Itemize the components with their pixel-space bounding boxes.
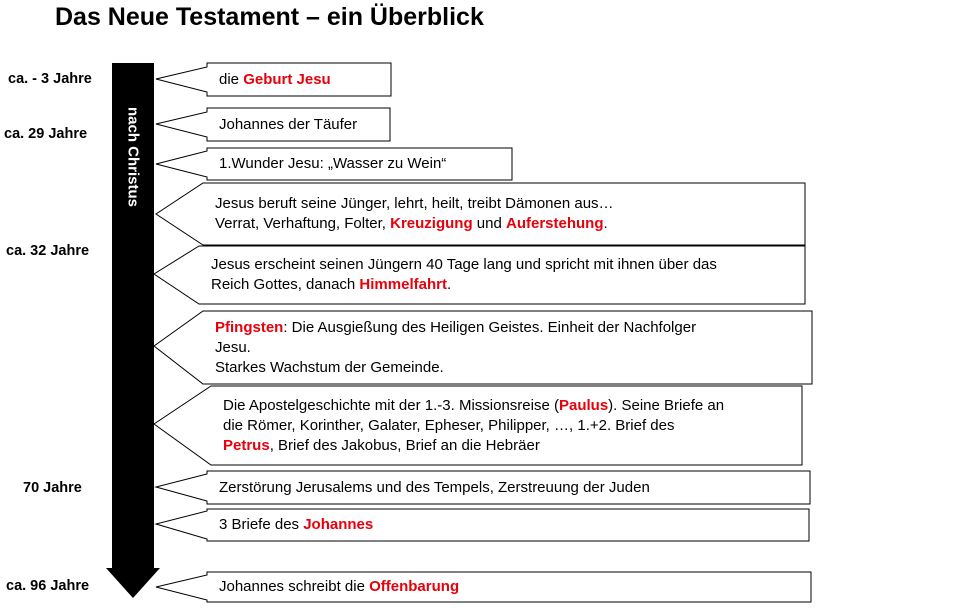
event-keyword: Petrus	[223, 437, 270, 454]
event-text-line	[219, 478, 802, 498]
event-text-line	[215, 318, 804, 338]
event-text-line	[219, 70, 383, 90]
event-text: Die Apostelgeschichte mit der 1.-3. Missionsreise (	[223, 397, 559, 414]
event-text-line	[211, 275, 797, 295]
event-keyword: Paulus	[558, 397, 609, 414]
event-keyword: Offenbarung	[369, 578, 460, 595]
page-title: Das Neue Testament – ein Überblick	[55, 3, 484, 31]
event-text-line	[223, 396, 794, 416]
event-text-line	[223, 436, 794, 456]
event-text-line	[215, 214, 797, 234]
event-text-line	[215, 194, 797, 214]
event-text-line	[223, 416, 794, 436]
year-label: ca. 29 Jahre	[4, 126, 88, 142]
event-text-line	[215, 338, 804, 358]
event-text: Verrat, Verhaftung, Folter,	[215, 215, 391, 232]
event-box	[207, 63, 391, 96]
event-text: und	[472, 215, 506, 232]
event-text: Zerstörung Jerusalems und des Tempels, Zerstreuung der Juden	[219, 479, 650, 496]
event-text-line	[211, 255, 797, 275]
event-text: Jesus beruft seine Jünger, lehrt, heilt, treibt Dämonen aus…	[215, 195, 614, 212]
event-text: Reich Gottes, danach	[211, 276, 360, 293]
event-text: : Die Ausgießung des Heiligen Geistes. Einheit der Nachfolger	[283, 319, 697, 336]
event-box	[207, 572, 811, 602]
event-keyword: Pfingsten	[215, 319, 284, 336]
event-text: 3 Briefe des	[219, 516, 304, 533]
event-box	[199, 246, 805, 304]
year-label: ca. - 3 Jahre	[8, 71, 92, 87]
event-keyword: Auferstehung	[505, 215, 604, 232]
event-box	[203, 183, 805, 245]
event-text: Jesus erscheint seinen Jüngern 40 Tage lang und spricht mit ihnen über das	[211, 256, 717, 273]
event-box	[207, 471, 810, 504]
event-box	[207, 148, 512, 180]
event-keyword: Kreuzigung	[390, 215, 473, 232]
event-box	[207, 509, 809, 541]
event-keyword: Geburt Jesu	[243, 71, 331, 88]
event-text: Johannes schreibt die	[219, 578, 370, 595]
event-keyword: Himmelfahrt	[359, 276, 447, 293]
event-box	[211, 386, 802, 465]
event-box	[203, 311, 812, 384]
year-label: ca. 96 Jahre	[6, 578, 90, 594]
event-text: , Brief des Jakobus, Brief an die Hebräer	[269, 437, 540, 454]
event-text: Johannes der Täufer	[219, 116, 358, 133]
axis-label-text: nach Christus	[124, 106, 142, 208]
event-text-line	[219, 515, 801, 535]
event-text-line	[219, 115, 382, 135]
year-label: 70 Jahre	[23, 480, 82, 496]
event-text: ). Seine Briefe an	[608, 397, 725, 414]
event-text: .	[603, 215, 608, 232]
event-text-line	[219, 154, 504, 174]
event-text: 1.Wunder Jesu: „Wasser zu Wein“	[219, 155, 447, 172]
event-text: Starkes Wachstum der Gemeinde.	[215, 359, 444, 376]
event-text-line	[219, 577, 803, 597]
event-box	[207, 108, 390, 141]
event-text: Jesu.	[215, 339, 251, 356]
event-text: die Römer, Korinther, Galater, Epheser, Philipper, …, 1.+2. Brief des	[223, 417, 675, 434]
event-text: die	[219, 71, 244, 88]
event-text: .	[446, 276, 452, 293]
event-keyword: Johannes	[303, 516, 374, 533]
year-label: ca. 32 Jahre	[6, 243, 90, 259]
event-text-line	[215, 358, 804, 378]
